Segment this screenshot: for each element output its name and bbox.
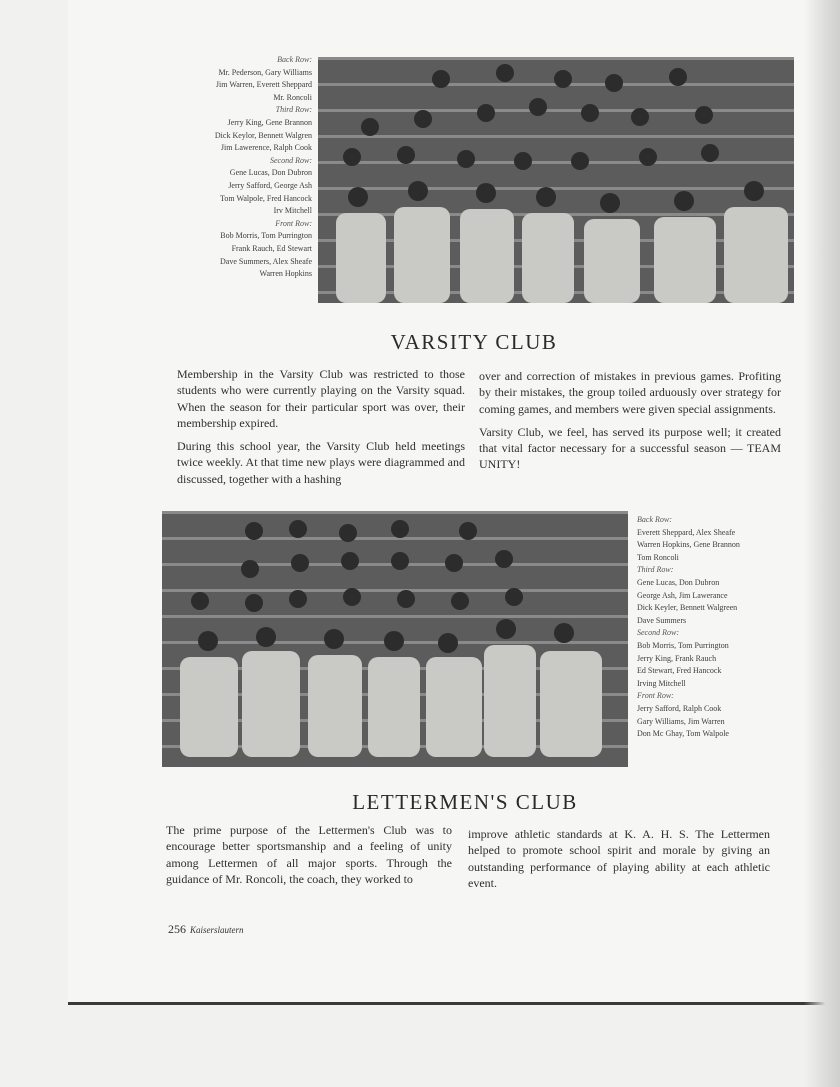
- caption-line: Jim Lawerence, Ralph Cook: [220, 143, 312, 153]
- caption-line: Bob Morris, Tom Purrington: [220, 231, 312, 241]
- varsity-text-column-right: [479, 368, 781, 480]
- varsity-photo-caption: [170, 54, 312, 281]
- lettermen-paragraph: improve athletic standards at K. A. H. S. The Lettermen helped to promote school spirit and morale by giving an outstanding performance of playing ability at each athletic event.: [468, 827, 770, 890]
- caption-line: Jerry Safford, Ralph Cook: [637, 703, 722, 713]
- lettermen-group-photo-figures: [162, 511, 628, 767]
- varsity-group-photo-figures: [318, 57, 794, 303]
- varsity-club-heading: VARSITY CLUB: [390, 330, 558, 354]
- caption-row-label: Back Row:: [637, 515, 672, 524]
- caption-line: Jerry King, Frank Rauch: [637, 653, 717, 663]
- caption-line: Frank Rauch, Ed Stewart: [231, 243, 312, 253]
- caption-line: Irving Mitchell: [637, 678, 686, 688]
- lettermen-photo-caption: [637, 514, 787, 741]
- caption-line: Warren Hopkins, Gene Brannon: [637, 540, 740, 550]
- caption-row-label: Third Row:: [637, 565, 674, 575]
- caption-row-label: Third Row:: [275, 105, 312, 115]
- caption-line: Tom Roncoli: [637, 552, 679, 562]
- caption-row-label: Back Row:: [277, 55, 312, 64]
- caption-line: George Ash, Jim Lawerance: [637, 590, 728, 600]
- lettermen-paragraph: The prime purpose of the Lettermen's Club was to encourage better sportsmanship and a feeling of unity among Lettermen of all major sports. Through the guidance of Mr. Roncoli, the coach, they worked to: [166, 823, 452, 886]
- caption-line: Dick Keyler, Bennett Walgreen: [637, 603, 738, 613]
- lettermens-club-heading: LETTERMEN'S CLUB: [352, 790, 578, 814]
- caption-line: Jerry King, Gene Brannon: [227, 117, 312, 127]
- page-edge-shadow: [804, 0, 840, 1087]
- lettermen-group-photo: [162, 511, 628, 767]
- caption-row-label: Second Row:: [270, 155, 312, 165]
- caption-line: Mr. Pederson, Gary Williams: [218, 67, 312, 77]
- caption-line: Gene Lucas, Don Dubron: [229, 168, 312, 178]
- caption-row-label: Second Row:: [637, 628, 679, 638]
- caption-line: Gene Lucas, Don Dubron: [637, 577, 720, 587]
- varsity-group-photo: [318, 57, 794, 303]
- page-number: 256: [168, 922, 186, 936]
- varsity-paragraph: During this school year, the Varsity Club held meetings twice weekly. At that time new plays were diagrammed and discussed, together with a hashing: [177, 439, 465, 486]
- caption-line: Jerry Safford, George Ash: [228, 180, 312, 190]
- lettermen-text-column-right: [468, 826, 770, 898]
- varsity-text-column-left: [177, 366, 465, 494]
- caption-line: Gary Williams, Jim Warren: [637, 716, 725, 726]
- lettermen-text-column-left: [166, 822, 452, 894]
- varsity-paragraph: Varsity Club, we feel, has served its purpose well; it created that vital factor necessary for a successful season — TEAM UNITY!: [479, 424, 781, 472]
- page-folio: [168, 922, 244, 937]
- caption-line: Tom Walpole, Fred Hancock: [220, 193, 312, 203]
- caption-line: Don Mc Ghay, Tom Walpole: [637, 729, 729, 739]
- caption-line: Dick Keylor, Bennett Walgren: [214, 130, 312, 140]
- caption-row-label: Front Row:: [637, 691, 674, 701]
- caption-row-label: Front Row:: [275, 218, 312, 228]
- caption-line: Dave Summers: [637, 615, 687, 625]
- varsity-paragraph: over and correction of mistakes in previous games. Profiting by their mistakes, the group toiled arduously over strategy for coming games, and members were given special assignments.: [479, 369, 781, 416]
- caption-line: Ed Stewart, Fred Hancock: [637, 666, 722, 676]
- caption-line: Dave Summers, Alex Sheafe: [220, 256, 312, 266]
- caption-line: Mr. Roncoli: [273, 92, 312, 102]
- caption-line: Jim Warren, Everett Sheppard: [215, 80, 312, 90]
- publication-name: Kaiserslautern: [190, 925, 244, 935]
- varsity-paragraph: Membership in the Varsity Club was restricted to those students who were currently playing on the Varsity squad. When the season for their particular sport was over, their membership expired.: [177, 367, 465, 430]
- caption-line: Warren Hopkins: [259, 269, 312, 279]
- caption-line: Bob Morris, Tom Purrington: [637, 640, 729, 650]
- caption-line: Irv Mitchell: [273, 206, 312, 216]
- caption-line: Everett Sheppard, Alex Sheafe: [637, 527, 736, 537]
